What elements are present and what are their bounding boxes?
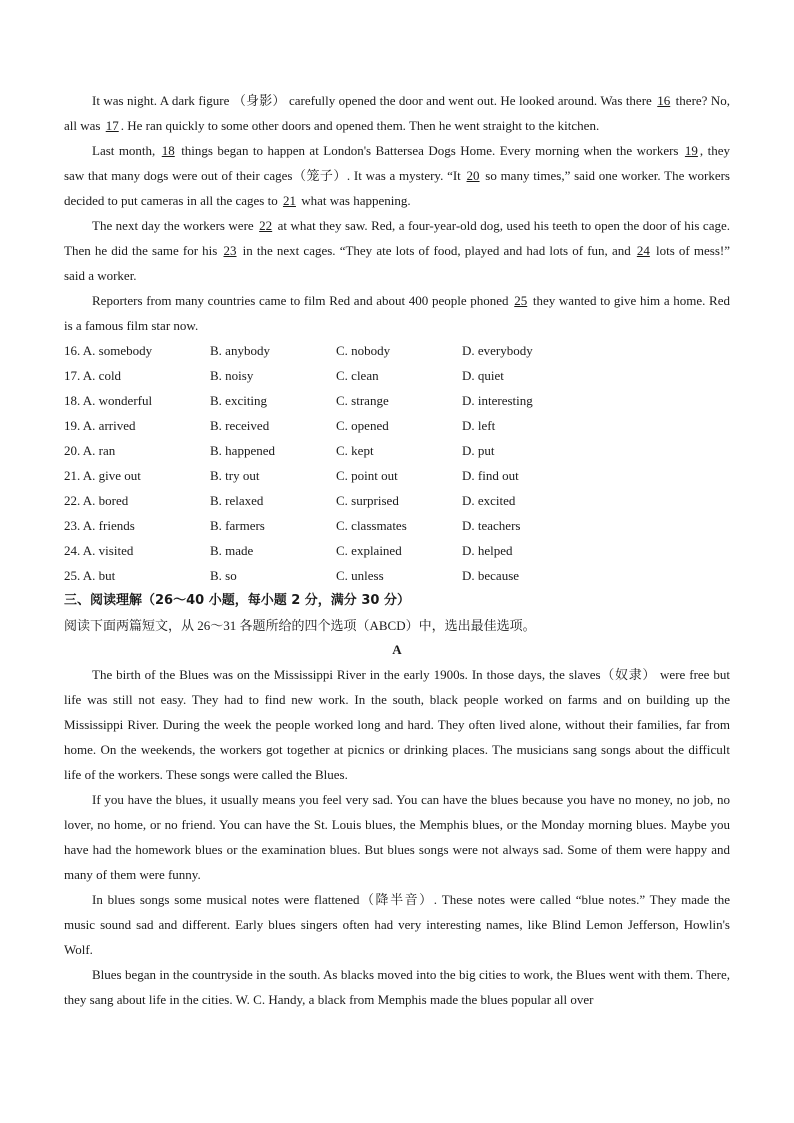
- section-instruction: 阅读下面两篇短文，从 26～31 各题所给的四个选项（ABCD）中，选出最佳选项。: [64, 618, 536, 633]
- passage-paragraph: The birth of the Blues was on the Mississippi River in the early 1900s. In those days, the slaves（奴隶） were free but life was still not easy. They had to find new work. In the south, black people worked on farms and on building up the Mississippi River. During the week the people worked long and hard. They often lived alone, without their families, far from home. On the weekends, the workers got together at picnics or drinking places. The musicians sang songs about the difficult life of the workers. These songs were called the Blues.: [64, 667, 730, 782]
- option-row: 17. A. cold B. noisy C. clean D. quiet: [64, 368, 504, 383]
- option-row: 24. A. visited B. made C. explained D. helped: [64, 543, 513, 558]
- passage-paragraph: In blues songs some musical notes were flattened（降半音）. These notes were called “blue notes.” They made the music sound sad and different. Early blues singers often had very interesting names, like Blind Lemon Jefferson, Howlin's Wolf.: [64, 892, 730, 957]
- blank-18: 18: [161, 143, 175, 158]
- option-row: 20. A. ran B. happened C. kept D. put: [64, 443, 495, 458]
- option-row: 22. A. bored B. relaxed C. surprised D. excited: [64, 493, 516, 508]
- options-list: [64, 338, 730, 588]
- option-row: 19. A. arrived B. received C. opened D. left: [64, 418, 496, 433]
- blank-17: 17: [105, 118, 119, 133]
- blank-21: 21: [282, 193, 296, 208]
- blank-20: 20: [466, 168, 480, 183]
- option-row: 16. A. somebody B. anybody C. nobody D. everybody: [64, 343, 533, 358]
- blank-23: 23: [223, 243, 237, 258]
- option-row: 25. A. but B. so C. unless D. because: [64, 568, 520, 583]
- blank-24: 24: [636, 243, 650, 258]
- blank-16: 16: [657, 93, 671, 108]
- passage-label: A: [392, 642, 402, 657]
- option-row: 21. A. give out B. try out C. point out D. find out: [64, 468, 519, 483]
- blank-19: 19: [684, 143, 698, 158]
- option-row: 18. A. wonderful B. exciting C. strange D. interesting: [64, 393, 533, 408]
- cloze-paragraph-4: Reporters from many countries came to film Red and about 400 people phoned 25 they wanted to give him a home. Red is a famous film star now.: [64, 293, 731, 333]
- document-page: [64, 88, 730, 1012]
- passage-paragraph: Blues began in the countryside in the south. As blacks moved into the big cities to work, the Blues went with them. There, they sang about life in the cities. W. C. Handy, a black from Memphis made the blues popular all over: [64, 967, 730, 1007]
- blank-22: 22: [259, 218, 273, 233]
- section-heading: 三、阅读理解（26～40 小题，每小题 2 分，满分 30 分）: [64, 593, 410, 608]
- blank-25: 25: [514, 293, 528, 308]
- passage-paragraph: If you have the blues, it usually means you feel very sad. You can have the blues because you have no money, no job, no lover, no home, or no friend. You can have the St. Louis blues, the Memphis blues, or the Monday morning blues. Maybe you have had the homework blues or the examination blues. But blues songs were not always sad. Some of them were happy and many of them were funny.: [64, 792, 730, 882]
- option-row: 23. A. friends B. farmers C. classmates D. teachers: [64, 518, 521, 533]
- cloze-paragraph-2: Last month, 18 things began to happen at London's Battersea Dogs Home. Every morning when the workers 19 , they saw that many dogs were out of their cages（笼子）. It was a mystery. “It 20 so many times,” said one worker. The workers decided to put cameras in all the cages to 21 what was happening.: [64, 143, 730, 208]
- cloze-paragraph-3: The next day the workers were 22 at what they saw. Red, a four-year-old dog, used his teeth to open the door of his cage. Then he did the same for his 23 in the next cages. “They ate lots of food, played and had lots of fun, and 24 lots of mess!” said a worker.: [64, 218, 730, 283]
- cloze-paragraph-1: It was night. A dark figure （身影） carefully opened the door and went out. He looked around. Was there 16 there? No, all was 17 . He ran quickly to some other doors and opened them. Then he went straight to the kitchen.: [64, 93, 731, 133]
